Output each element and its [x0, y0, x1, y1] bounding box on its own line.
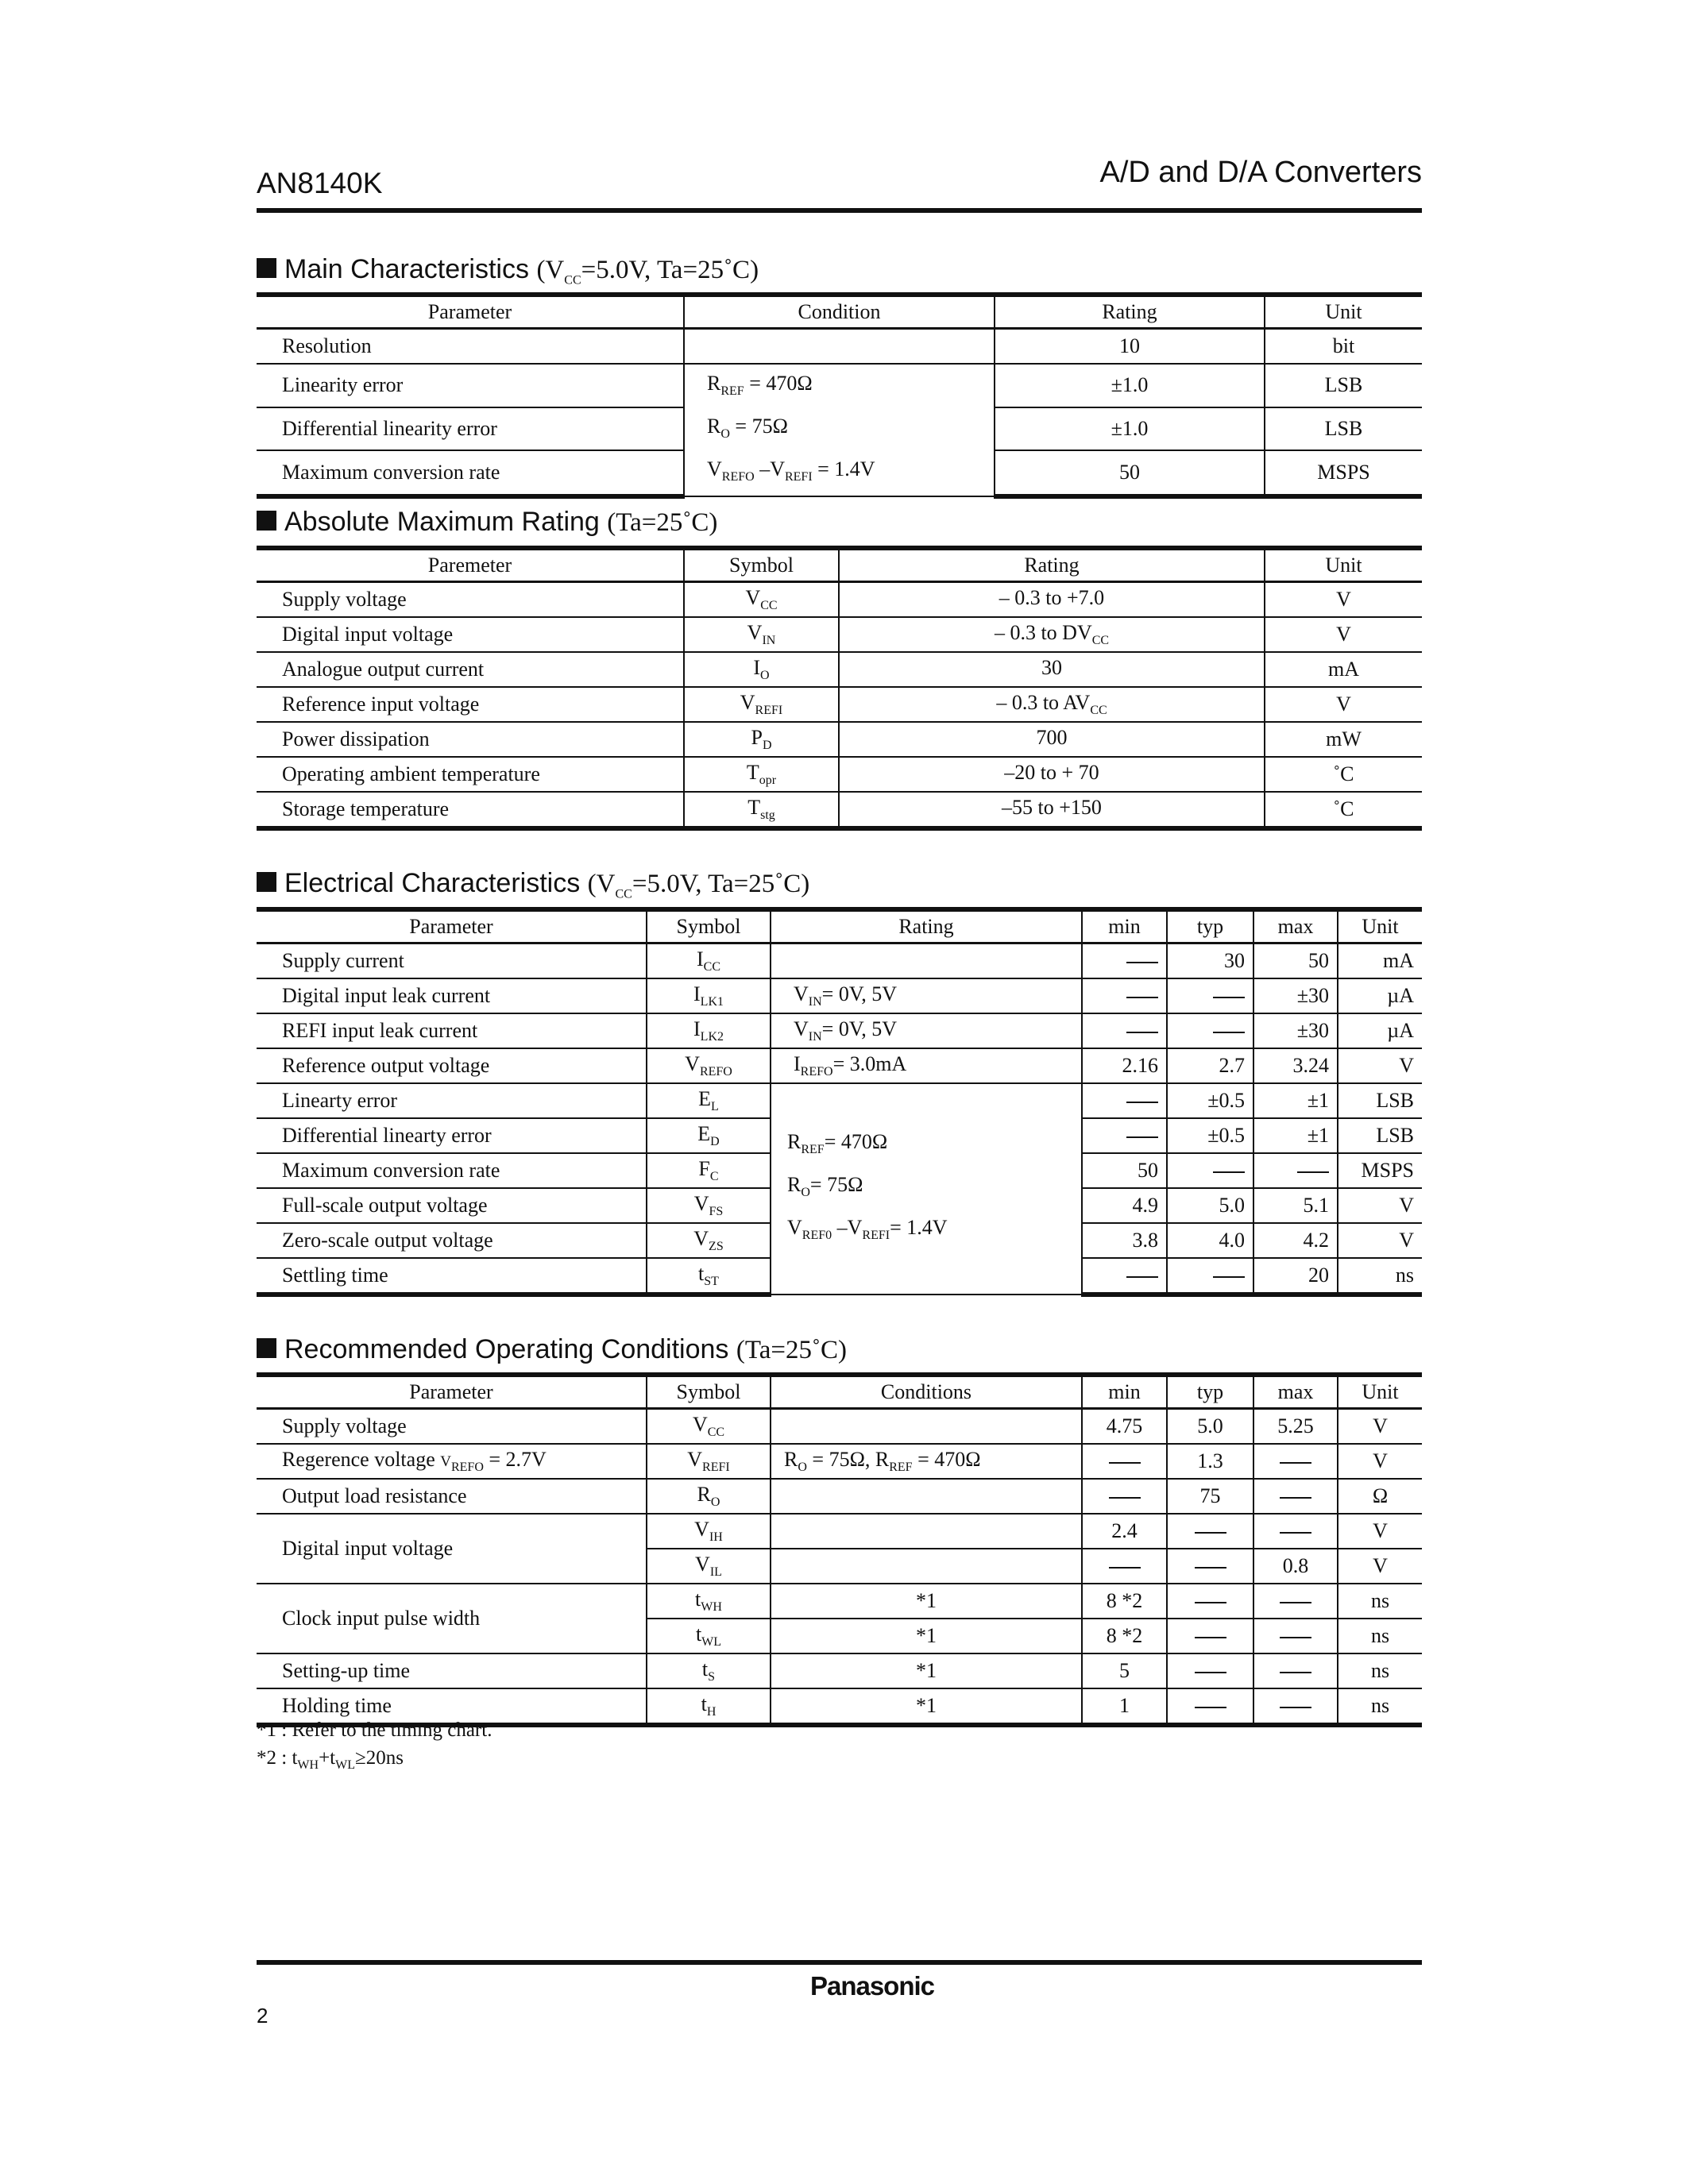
not-applicable-dash [1213, 1032, 1245, 1033]
max-cell [1253, 1153, 1338, 1188]
max-cell [1253, 1514, 1338, 1549]
unit-cell: V [1338, 1514, 1422, 1549]
typ-cell [1167, 1153, 1253, 1188]
unit-cell: LSB [1265, 364, 1422, 407]
bullet-square-icon [257, 1338, 276, 1358]
max-cell: ±1 [1253, 1083, 1338, 1118]
symbol-cell: $V_{IL}$ [647, 1549, 771, 1584]
typ-cell [1167, 1584, 1253, 1619]
symbol-cell: $E_D$ [647, 1118, 771, 1153]
unit-cell: V [1338, 1409, 1422, 1445]
min-cell: 4.9 [1082, 1188, 1167, 1223]
max-cell: 0.8 [1253, 1549, 1338, 1584]
parameter-cell: Settling time [257, 1258, 647, 1295]
column-header: Symbol [647, 1375, 771, 1409]
column-header: Unit [1338, 909, 1422, 943]
min-cell [1082, 1549, 1167, 1584]
table-row [257, 1514, 1422, 1549]
table-row [257, 364, 1422, 407]
unit-cell: mA [1338, 943, 1422, 979]
symbol-cell: $t_S$ [647, 1653, 771, 1688]
section-conditions: (Ta=25˚C) [736, 1336, 847, 1364]
unit-cell: mA [1265, 652, 1422, 687]
rating-cell: 30 [839, 652, 1265, 687]
typ-cell [1167, 1258, 1253, 1295]
max-cell [1253, 1479, 1338, 1514]
not-applicable-dash [1126, 962, 1158, 963]
symbol-cell: $I_O$ [684, 652, 839, 687]
condition-line: $R_O = 75\Omega$ [707, 415, 788, 442]
max-cell: 3.24 [1253, 1048, 1338, 1083]
max-cell [1253, 1688, 1338, 1725]
rating-cell: – 0.3 to +7.0 [839, 582, 1265, 618]
column-header: min [1082, 909, 1167, 943]
parameter-cell: Digital input leak current [257, 978, 647, 1013]
rating-cell: – 0.3 to $DV_{CC}$ [839, 617, 1265, 652]
column-header: Unit [1265, 295, 1422, 329]
condition-cell: *1 [771, 1619, 1082, 1653]
not-applicable-dash [1280, 1462, 1311, 1464]
min-cell [1082, 1083, 1167, 1118]
not-applicable-dash [1213, 1171, 1245, 1173]
symbol-cell: $F_C$ [647, 1153, 771, 1188]
parameter-cell: Storage temperature [257, 792, 684, 828]
typ-cell [1167, 1013, 1253, 1048]
table-row [257, 1409, 1422, 1445]
column-header: typ [1167, 1375, 1253, 1409]
column-header: Unit [1338, 1375, 1422, 1409]
column-header: Symbol [647, 909, 771, 943]
parameter-cell: Linearty error [257, 1083, 647, 1118]
column-header: Condition [684, 295, 995, 329]
symbol-cell: $I_{LK1}$ [647, 978, 771, 1013]
parameter-cell: Output load resistance [257, 1479, 647, 1514]
parameter-cell: Zero-scale output voltage [257, 1223, 647, 1258]
table-row [257, 652, 1422, 687]
symbol-cell: $R_O$ [647, 1479, 771, 1514]
table-row [257, 978, 1422, 1013]
symbol-cell: $T_{stg}$ [684, 792, 839, 828]
typ-cell: 5.0 [1167, 1188, 1253, 1223]
electrical-characteristics-table [257, 907, 1422, 1297]
typ-cell [1167, 1653, 1253, 1688]
not-applicable-dash [1109, 1567, 1141, 1569]
typ-cell: 75 [1167, 1479, 1253, 1514]
typ-cell: 4.0 [1167, 1223, 1253, 1258]
condition-line: $V_{REF0}$ $-V_{REFI}= 1.4V$ [787, 1216, 948, 1243]
column-header: typ [1167, 909, 1253, 943]
parameter-cell: Supply current [257, 943, 647, 979]
unit-cell: V [1338, 1188, 1422, 1223]
not-applicable-dash [1280, 1707, 1311, 1708]
not-applicable-dash [1126, 1136, 1158, 1138]
parameter-cell: Regerence voltage $V_{REFO} = 2.7V$ [257, 1444, 647, 1479]
symbol-cell: $I_{CC}$ [647, 943, 771, 979]
parameter-cell: Supply voltage [257, 582, 684, 618]
not-applicable-dash [1195, 1637, 1226, 1638]
not-applicable-dash [1126, 1276, 1158, 1278]
symbol-cell: $V_{REFO}$ [647, 1048, 771, 1083]
condition-line: $R_{REF} = 470\Omega$ [707, 372, 813, 399]
not-applicable-dash [1126, 1102, 1158, 1103]
unit-cell: V [1265, 582, 1422, 618]
unit-cell: V [1265, 617, 1422, 652]
column-header: Paremeter [257, 548, 684, 582]
condition-cell: *1 [771, 1584, 1082, 1619]
footnotes [257, 1716, 492, 1779]
footer-rule [257, 1960, 1422, 1965]
main-characteristics-table [257, 292, 1422, 499]
condition-line: $V_{REFO}$ $-V_{REFI} = 1.4V$ [707, 457, 875, 484]
unit-cell: V [1338, 1549, 1422, 1584]
unit-cell: ns [1338, 1653, 1422, 1688]
condition-cell: *1 [771, 1688, 1082, 1725]
symbol-cell: $T_{opr}$ [684, 757, 839, 792]
parameter-cell: Operating ambient temperature [257, 757, 684, 792]
min-cell: 2.16 [1082, 1048, 1167, 1083]
parameter-cell: Supply voltage [257, 1409, 647, 1445]
max-cell: ±30 [1253, 1013, 1338, 1048]
parameter-cell: REFI input leak current [257, 1013, 647, 1048]
model-number: AN8140K [257, 167, 383, 199]
not-applicable-dash [1213, 997, 1245, 998]
section-conditions: (Ta=25˚C) [607, 508, 718, 537]
not-applicable-dash [1109, 1462, 1141, 1464]
symbol-cell: $V_{REFI}$ [647, 1444, 771, 1479]
table-header-row [257, 295, 1422, 329]
min-cell: 4.75 [1082, 1409, 1167, 1445]
unit-cell: mW [1265, 722, 1422, 757]
symbol-cell: $V_{CC}$ [647, 1409, 771, 1445]
symbol-cell: $V_{ZS}$ [647, 1223, 771, 1258]
table-row [257, 1013, 1422, 1048]
max-cell: 5.25 [1253, 1409, 1338, 1445]
column-header: Parameter [257, 1375, 647, 1409]
max-cell: 5.1 [1253, 1188, 1338, 1223]
parameter-cell: Maximum conversion rate [257, 1153, 647, 1188]
document-category: A/D and D/A Converters [1099, 156, 1422, 189]
condition-cell: $V_{IN}= 0V$, 5V [771, 1013, 1082, 1048]
condition-cell [771, 1479, 1082, 1514]
rating-cell: ±1.0 [995, 364, 1265, 407]
not-applicable-dash [1280, 1637, 1311, 1638]
unit-cell: V [1338, 1048, 1422, 1083]
parameter-cell: Clock input pulse width [257, 1584, 647, 1653]
symbol-cell: $V_{CC}$ [684, 582, 839, 618]
condition-cell: $R_O = 75\Omega$, $R_{REF} = 470\Omega$ [771, 1444, 1082, 1479]
unit-cell: V [1265, 687, 1422, 722]
bullet-square-icon [257, 258, 276, 278]
unit-cell: Ω [1338, 1479, 1422, 1514]
rating-cell: 10 [995, 329, 1265, 365]
rating-cell: 50 [995, 450, 1265, 496]
page-header [257, 156, 1422, 213]
unit-cell: LSB [1338, 1118, 1422, 1153]
column-header: max [1253, 1375, 1338, 1409]
symbol-cell: $I_{LK2}$ [647, 1013, 771, 1048]
table-header-row [257, 548, 1422, 582]
typ-cell [1167, 1549, 1253, 1584]
unit-cell: ns [1338, 1619, 1422, 1653]
unit-cell: ˚C [1265, 757, 1422, 792]
min-cell: 50 [1082, 1153, 1167, 1188]
symbol-cell: $V_{REFI}$ [684, 687, 839, 722]
unit-cell: MSPS [1338, 1153, 1422, 1188]
rating-cell: –55 to +150 [839, 792, 1265, 828]
not-applicable-dash [1126, 997, 1158, 998]
shared-condition-cell [771, 1083, 1082, 1295]
column-header: Rating [839, 548, 1265, 582]
symbol-cell: $V_{IN}$ [684, 617, 839, 652]
column-header: Rating [995, 295, 1265, 329]
section-title-recommended-operating-conditions: Recommended Operating Conditions (Ta=25˚C) [257, 1334, 847, 1365]
condition-cell: *1 [771, 1653, 1082, 1688]
condition-cell [771, 943, 1082, 979]
unit-cell: ns [1338, 1258, 1422, 1295]
typ-cell: 2.7 [1167, 1048, 1253, 1083]
section-title-electrical-characteristics: Electrical Characteristics ($V_{CC}=5.0V$, Ta=25˚C) [257, 868, 809, 902]
column-header: min [1082, 1375, 1167, 1409]
table-row [257, 1479, 1422, 1514]
condition-cell: $I_{REFO}= 3.0mA$ [771, 1048, 1082, 1083]
parameter-cell: Setting-up time [257, 1653, 647, 1688]
column-header: Rating [771, 909, 1082, 943]
not-applicable-dash [1280, 1497, 1311, 1499]
parameter-cell: Power dissipation [257, 722, 684, 757]
column-header: Conditions [771, 1375, 1082, 1409]
column-header: max [1253, 909, 1338, 943]
min-cell [1082, 1118, 1167, 1153]
typ-cell [1167, 1688, 1253, 1725]
unit-cell: V [1338, 1223, 1422, 1258]
section-title-main-characteristics: Main Characteristics ($V_{CC}=5.0V$, Ta=25˚C) [257, 254, 759, 288]
typ-cell [1167, 1619, 1253, 1653]
unit-cell: µA [1338, 978, 1422, 1013]
max-cell: 20 [1253, 1258, 1338, 1295]
typ-cell: 30 [1167, 943, 1253, 979]
typ-cell: 1.3 [1167, 1444, 1253, 1479]
typ-cell [1167, 978, 1253, 1013]
condition-cell [684, 329, 995, 365]
rating-cell: ±1.0 [995, 407, 1265, 451]
unit-cell: MSPS [1265, 450, 1422, 496]
section-conditions: ($V_{CC}=5.0V$, Ta=25˚C) [587, 870, 810, 901]
max-cell: ±1 [1253, 1118, 1338, 1153]
max-cell: ±30 [1253, 978, 1338, 1013]
symbol-cell: $t_{WH}$ [647, 1584, 771, 1619]
symbol-cell: $V_{IH}$ [647, 1514, 771, 1549]
table-row [257, 1653, 1422, 1688]
column-header: Symbol [684, 548, 839, 582]
max-cell [1253, 1619, 1338, 1653]
unit-cell: ns [1338, 1688, 1422, 1725]
symbol-cell: $E_L$ [647, 1083, 771, 1118]
parameter-cell: Reference output voltage [257, 1048, 647, 1083]
not-applicable-dash [1213, 1276, 1245, 1278]
condition-cell: $V_{IN}= 0V$, 5V [771, 978, 1082, 1013]
max-cell [1253, 1653, 1338, 1688]
not-applicable-dash [1195, 1567, 1226, 1569]
parameter-cell: Holding time [257, 1688, 647, 1725]
not-applicable-dash [1297, 1171, 1329, 1173]
parameter-cell: Reference input voltage [257, 687, 684, 722]
unit-cell: LSB [1338, 1083, 1422, 1118]
table-row [257, 757, 1422, 792]
table-row [257, 1444, 1422, 1479]
section-conditions: ($V_{CC}=5.0V$, Ta=25˚C) [536, 256, 759, 287]
absolute-maximum-rating-table [257, 546, 1422, 831]
not-applicable-dash [1280, 1672, 1311, 1673]
table-row [257, 1584, 1422, 1619]
column-header: Parameter [257, 295, 684, 329]
parameter-cell: Digital input voltage [257, 1514, 647, 1584]
min-cell [1082, 943, 1167, 979]
condition-cell [771, 1514, 1082, 1549]
table-row [257, 582, 1422, 618]
min-cell: 3.8 [1082, 1223, 1167, 1258]
not-applicable-dash [1280, 1602, 1311, 1603]
max-cell: 50 [1253, 943, 1338, 979]
min-cell [1082, 1479, 1167, 1514]
parameter-cell: Analogue output current [257, 652, 684, 687]
condition-line: $R_O= 75\Omega$ [787, 1172, 863, 1200]
symbol-cell: $t_H$ [647, 1688, 771, 1725]
min-cell: 5 [1082, 1653, 1167, 1688]
typ-cell [1167, 1514, 1253, 1549]
symbol-cell: $V_{FS}$ [647, 1188, 771, 1223]
parameter-cell: Linearity error [257, 364, 684, 407]
bullet-square-icon [257, 511, 276, 531]
unit-cell: ns [1338, 1584, 1422, 1619]
parameter-cell: Full-scale output voltage [257, 1188, 647, 1223]
not-applicable-dash [1195, 1532, 1226, 1534]
unit-cell: ˚C [1265, 792, 1422, 828]
max-cell [1253, 1444, 1338, 1479]
rating-cell: 700 [839, 722, 1265, 757]
symbol-cell: $P_D$ [684, 722, 839, 757]
table-row [257, 687, 1422, 722]
not-applicable-dash [1126, 1032, 1158, 1033]
condition-cell [771, 1549, 1082, 1584]
condition-line: $R_{REF}= 470\Omega$ [787, 1129, 888, 1156]
parameter-cell: Differential linearity error [257, 407, 684, 451]
max-cell [1253, 1584, 1338, 1619]
parameter-cell: Digital input voltage [257, 617, 684, 652]
unit-cell: µA [1338, 1013, 1422, 1048]
column-header: Parameter [257, 909, 647, 943]
not-applicable-dash [1109, 1497, 1141, 1499]
not-applicable-dash [1195, 1707, 1226, 1708]
table-row [257, 617, 1422, 652]
symbol-cell: $t_{WL}$ [647, 1619, 771, 1653]
not-applicable-dash [1280, 1532, 1311, 1534]
parameter-cell: Differential linearty error [257, 1118, 647, 1153]
parameter-cell: Resolution [257, 329, 684, 365]
unit-cell: LSB [1265, 407, 1422, 451]
footnote-2: *2 : $t_{WH}+t_{WL}\ge 20ns$ [257, 1747, 404, 1772]
min-cell: 8 *2 [1082, 1584, 1167, 1619]
min-cell: 8 *2 [1082, 1619, 1167, 1653]
table-header-row [257, 1375, 1422, 1409]
table-row [257, 329, 1422, 365]
min-cell: 2.4 [1082, 1514, 1167, 1549]
min-cell [1082, 1013, 1167, 1048]
footnote-1: *1 : Refer to the timing chart. [257, 1719, 492, 1741]
brand-logo: Panasonic [809, 1971, 935, 2001]
unit-cell: bit [1265, 329, 1422, 365]
table-row [257, 1083, 1422, 1118]
min-cell [1082, 1258, 1167, 1295]
not-applicable-dash [1195, 1602, 1226, 1603]
rating-cell: –20 to + 70 [839, 757, 1265, 792]
section-title-absolute-maximum-rating: Absolute Maximum Rating (Ta=25˚C) [257, 507, 717, 538]
page-number: 2 [257, 2004, 268, 2028]
rating-cell: – 0.3 to $AV_{CC}$ [839, 687, 1265, 722]
table-row [257, 722, 1422, 757]
min-cell: 1 [1082, 1688, 1167, 1725]
typ-cell: ±0.5 [1167, 1118, 1253, 1153]
typ-cell: ±0.5 [1167, 1083, 1253, 1118]
symbol-cell: $t_{ST}$ [647, 1258, 771, 1295]
table-row [257, 943, 1422, 979]
parameter-cell: Maximum conversion rate [257, 450, 684, 496]
min-cell [1082, 1444, 1167, 1479]
max-cell: 4.2 [1253, 1223, 1338, 1258]
table-row [257, 1048, 1422, 1083]
table-row [257, 792, 1422, 828]
min-cell [1082, 978, 1167, 1013]
condition-cell [771, 1409, 1082, 1445]
column-header: Unit [1265, 548, 1422, 582]
table-header-row [257, 909, 1422, 943]
shared-condition-cell [684, 364, 995, 496]
typ-cell: 5.0 [1167, 1409, 1253, 1445]
bullet-square-icon [257, 872, 276, 892]
not-applicable-dash [1195, 1672, 1226, 1673]
recommended-operating-conditions-table [257, 1372, 1422, 1727]
unit-cell: V [1338, 1444, 1422, 1479]
